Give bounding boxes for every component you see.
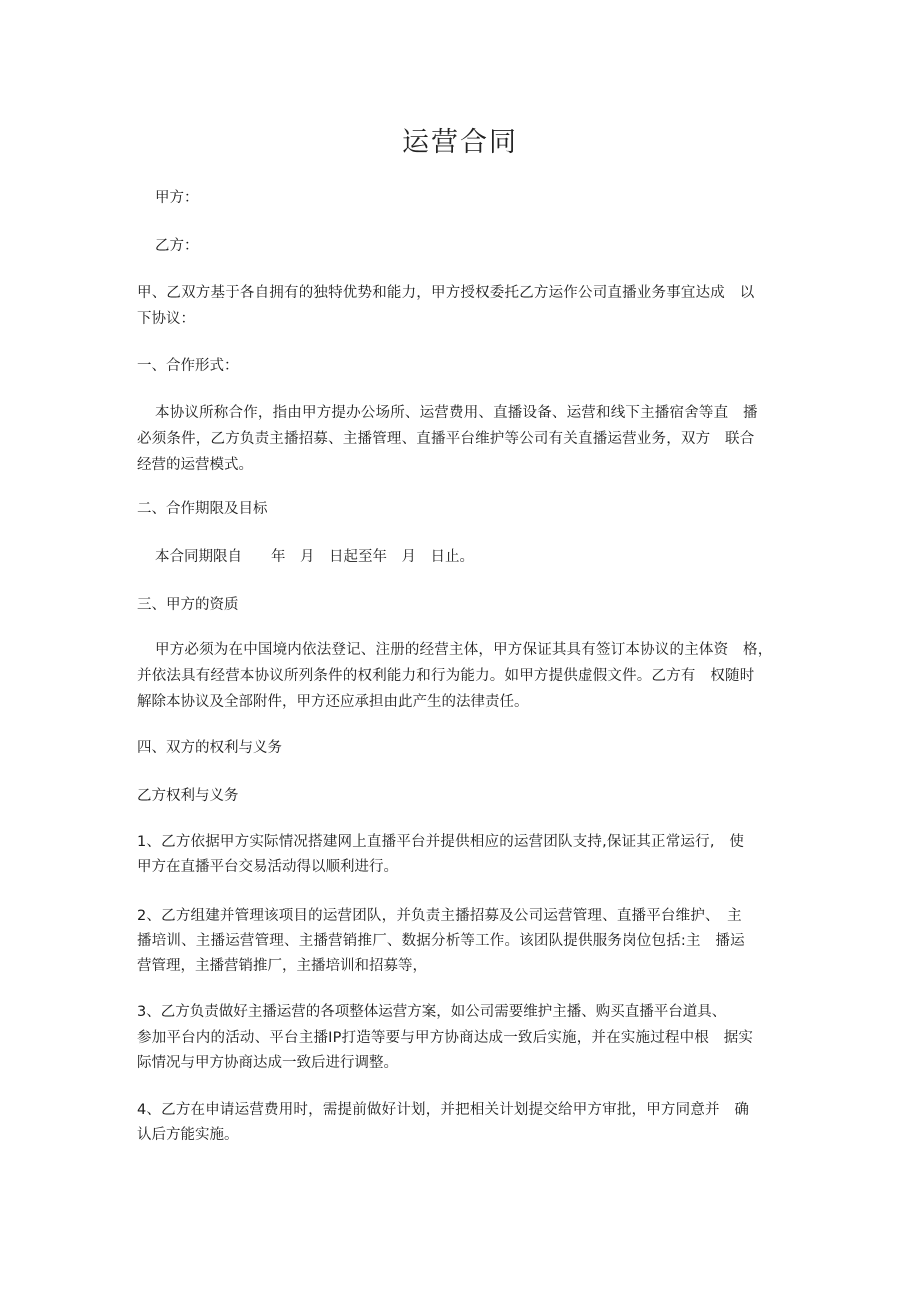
item-2-line-2: 播培训、主播运营管理、主播营销推厂、数据分析等工作。该团队提供服务岗位包括:主 播运 [137, 933, 745, 949]
item-3-line-1: 3、乙方负责做好主播运营的各项整体运营方案，如公司需要维护主播、购买直播平台道具、 [137, 1004, 727, 1020]
document-title: 运营合同 [402, 127, 518, 158]
intro-line-2: 下协议： [137, 311, 195, 327]
party-b-label: 乙方： [155, 238, 199, 254]
item-3-line-3: 际情况与甲方协商达成一致后进行调整。 [137, 1055, 398, 1071]
party-a-label: 甲方： [155, 190, 199, 206]
item-2-line-3: 营管理，主播营销推厂，主播培训和招募等， [137, 958, 427, 974]
section-2-line-1: 本合同期限自 年 月 日起至年 月 日止。 [155, 549, 474, 565]
item-4-line-1: 4、乙方在申请运营费用时，需提前做好计划，并把相关计划提交给甲方审批，甲方同意并 确 [137, 1102, 750, 1118]
intro-line-1: 甲、乙双方基于各自拥有的独特优势和能力，甲方授权委托乙方运作公司直播业务事宜达成 以 [137, 285, 755, 301]
item-1-line-2: 甲方在直播平台交易活动得以顺利进行。 [137, 859, 398, 875]
section-4-heading: 四、双方的权利与义务 [137, 740, 282, 756]
section-1-line-2: 必须条件，乙方负责主播招募、主播管理、直播平台维护等公司有关直播运营业务，双方 联合 [137, 431, 755, 447]
item-2-line-1: 2、乙方组建并管理该项目的运营团队，并负责主播招募及公司运营管理、直播平台维护、 主 [137, 908, 742, 924]
section-3-line-2: 并依法具有经营本协议所列条件的权利能力和行为能力。如甲方提供虚假文件。乙方有 权随时 [137, 668, 755, 684]
section-1-line-3: 经营的运营模式。 [137, 457, 253, 473]
item-1-line-1: 1、乙方依据甲方实际情况搭建网上直播平台并提供相应的运营团队支持,保证其正常运行, 使 [137, 834, 745, 850]
section-3-line-3: 解除本协议及全部附件，甲方还应承担由此产生的法律责任。 [137, 694, 529, 710]
section-3-heading: 三、甲方的资质 [137, 597, 239, 613]
section-1-heading: 一、合作形式： [137, 358, 239, 374]
item-3-line-2: 参加平台内的活动、平台主播IP打造等要与甲方协商达成一致后实施，并在实施过程中根 据实 [137, 1030, 754, 1046]
section-4-subheading: 乙方权利与义务 [137, 788, 239, 804]
item-4-line-2: 认后方能实施。 [137, 1127, 239, 1143]
section-2-heading: 二、合作期限及目标 [137, 501, 268, 517]
section-1-line-1: 本协议所称合作，指由甲方提办公场所、运营费用、直播设备、运营和线下主播宿舍等直 播 [155, 405, 758, 421]
section-3-line-1: 甲方必须为在中国境内依法登记、注册的经营主体，甲方保证其具有签订本协议的主体资 格， [155, 642, 773, 658]
